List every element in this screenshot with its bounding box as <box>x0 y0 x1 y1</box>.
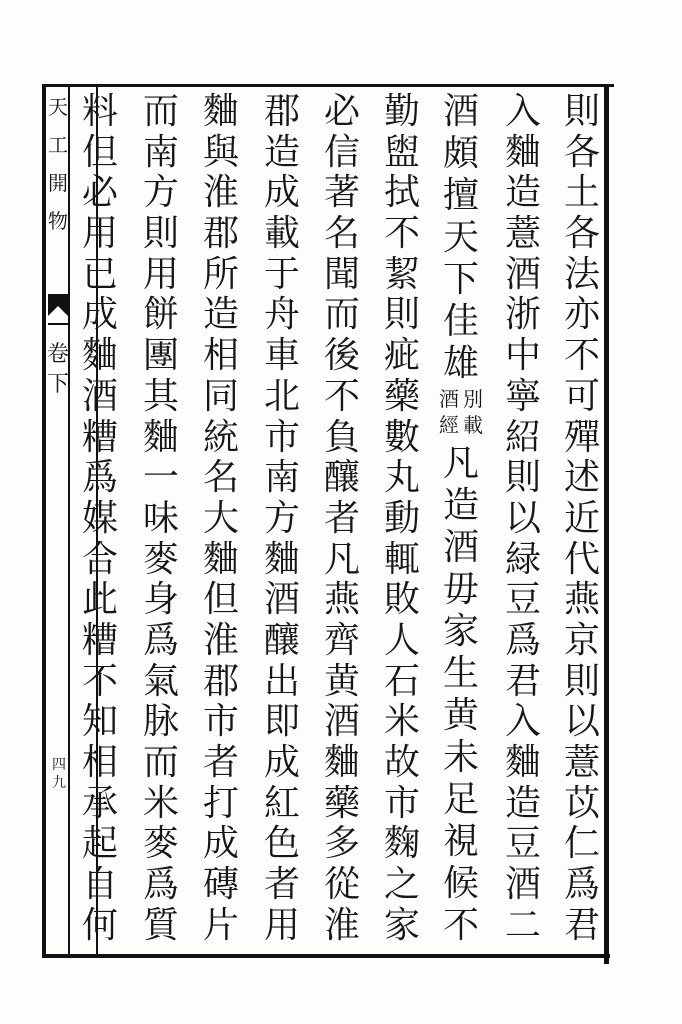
text-char: 已 <box>81 253 118 295</box>
text-char: 者 <box>323 497 360 539</box>
text-char: 候 <box>442 863 479 904</box>
text-char: 必 <box>323 91 360 132</box>
text-char: 燕 <box>563 579 600 621</box>
text-char: 凡 <box>442 443 479 484</box>
text-column-3 <box>437 92 485 950</box>
text-char: 南 <box>263 457 300 499</box>
text-char: 盥 <box>383 131 420 173</box>
text-char: 即 <box>263 701 300 743</box>
text-char: 知 <box>81 701 118 743</box>
page-number-char: 四 <box>52 757 66 773</box>
text-char: 述 <box>563 457 600 499</box>
text-char: 造 <box>504 782 541 824</box>
text-char: 所 <box>202 253 239 295</box>
text-char: 車 <box>263 335 300 377</box>
text-char: 方 <box>142 172 179 214</box>
text-char: 者 <box>202 742 239 783</box>
text-char: 殫 <box>563 416 600 458</box>
text-char: 苡 <box>563 782 600 824</box>
text-char: 但 <box>202 579 239 621</box>
text-char: 負 <box>323 416 360 458</box>
text-char: 郡 <box>202 213 239 255</box>
text-char: 載 <box>263 213 300 255</box>
text-char: 酒 <box>263 579 300 621</box>
text-char: 各 <box>563 213 600 255</box>
text-char: 用 <box>263 904 300 946</box>
text-char: 代 <box>563 538 600 580</box>
text-char: 輒 <box>383 538 420 580</box>
text-char: 承 <box>81 782 118 824</box>
text-char: 何 <box>81 904 118 946</box>
text-char: 爲 <box>142 619 179 661</box>
text-char: 丸 <box>383 457 420 499</box>
text-char: 舟 <box>263 294 300 336</box>
text-char: 不 <box>383 213 420 255</box>
text-char: 浙 <box>504 294 541 336</box>
text-char: 之 <box>383 864 420 906</box>
text-char: 以 <box>504 497 541 539</box>
text-char: 薏 <box>563 742 600 783</box>
text-char: 絜 <box>383 253 420 295</box>
gutter-page-number <box>48 756 70 792</box>
text-column-2 <box>499 92 547 950</box>
text-char: 則 <box>563 660 600 702</box>
text-char: 于 <box>263 253 300 295</box>
text-char: 近 <box>563 497 600 539</box>
text-char: 成 <box>202 823 239 865</box>
text-char: 不 <box>323 375 360 417</box>
text-char: 其 <box>142 375 179 417</box>
book-title-char: 工 <box>48 133 68 157</box>
text-char: 媒 <box>81 497 118 539</box>
text-char: 自 <box>81 864 118 906</box>
text-char: 著 <box>323 172 360 214</box>
text-char: 麴 <box>383 823 420 865</box>
text-char: 南 <box>142 131 179 173</box>
text-char: 色 <box>263 823 300 865</box>
text-char: 紹 <box>504 416 541 458</box>
text-char: 麥 <box>142 538 179 580</box>
text-char: 薏 <box>504 213 541 255</box>
text-column-8 <box>137 92 185 950</box>
frame-top-border <box>44 84 614 87</box>
text-char: 家 <box>442 611 479 652</box>
text-char: 二 <box>504 904 541 946</box>
juan-char: 下 <box>46 372 69 397</box>
text-char: 酒 <box>504 864 541 906</box>
text-char: 未 <box>442 737 479 778</box>
text-char: 身 <box>142 579 179 621</box>
text-char: 氣 <box>142 660 179 702</box>
text-char: 打 <box>202 782 239 824</box>
text-char: 寧 <box>504 375 541 417</box>
text-char: 則 <box>142 213 179 255</box>
text-char: 糟 <box>81 416 118 458</box>
text-char: 則 <box>504 457 541 499</box>
text-char: 麯 <box>202 538 239 580</box>
text-column-1 <box>558 92 606 950</box>
text-char: 紅 <box>263 782 300 824</box>
text-char: 雄 <box>442 343 479 384</box>
text-char: 名 <box>202 457 239 499</box>
note-line-left <box>438 386 460 438</box>
text-char: 成 <box>263 742 300 783</box>
text-char: 後 <box>323 335 360 377</box>
text-char: 酒 <box>323 701 360 743</box>
text-char: 麯 <box>81 335 118 377</box>
text-char: 酒 <box>442 91 479 132</box>
text-char: 磚 <box>202 864 239 906</box>
text-char: 勤 <box>383 91 420 132</box>
text-char: 而 <box>142 742 179 783</box>
text-char: 酒 <box>81 375 118 417</box>
text-char: 用 <box>142 253 179 295</box>
text-char: 造 <box>202 294 239 336</box>
text-char: 但 <box>81 131 118 173</box>
note-line-right <box>462 386 484 438</box>
text-char: 統 <box>202 416 239 458</box>
note-char: 別 <box>463 387 483 411</box>
text-char: 佳 <box>442 301 479 342</box>
note-char: 經 <box>439 413 459 437</box>
text-char: 豆 <box>504 579 541 621</box>
text-char: 敗 <box>383 579 420 621</box>
text-char: 名 <box>323 213 360 255</box>
text-char: 毋 <box>442 569 479 610</box>
text-char: 味 <box>142 497 179 539</box>
text-char: 郡 <box>263 91 300 132</box>
text-char: 可 <box>563 375 600 417</box>
fishtail-mark-icon <box>48 294 68 334</box>
text-char: 多 <box>323 823 360 865</box>
text-char: 質 <box>142 904 179 946</box>
text-column-4 <box>378 92 426 950</box>
text-char: 造 <box>504 172 541 214</box>
text-char: 爲 <box>81 457 118 499</box>
text-column-7 <box>197 92 245 950</box>
text-char: 足 <box>442 779 479 820</box>
text-char: 大 <box>202 497 239 539</box>
text-char: 成 <box>263 172 300 214</box>
text-char: 拭 <box>383 172 420 214</box>
text-char: 而 <box>142 91 179 132</box>
text-char: 各 <box>563 131 600 173</box>
text-char: 不 <box>81 660 118 702</box>
gutter-juan-label <box>46 340 70 400</box>
text-char: 擅 <box>442 175 479 216</box>
text-column-6 <box>258 92 306 950</box>
text-char: 故 <box>383 742 420 783</box>
text-char: 釀 <box>323 457 360 499</box>
text-char: 凡 <box>323 538 360 580</box>
text-char: 以 <box>563 701 600 743</box>
text-char: 人 <box>383 619 420 661</box>
text-char: 酒 <box>442 527 479 568</box>
text-char: 豆 <box>504 823 541 865</box>
text-char: 而 <box>323 294 360 336</box>
text-char: 酒 <box>504 253 541 295</box>
text-char: 用 <box>81 213 118 255</box>
text-column-9 <box>76 92 124 950</box>
text-char: 北 <box>263 375 300 417</box>
text-char: 君 <box>563 904 600 946</box>
text-char: 必 <box>81 172 118 214</box>
text-char: 釀 <box>263 619 300 661</box>
text-char: 麯 <box>504 742 541 783</box>
text-char: 京 <box>563 619 600 661</box>
text-char: 緑 <box>504 538 541 580</box>
text-char: 土 <box>563 172 600 214</box>
text-char: 脉 <box>142 701 179 743</box>
text-char: 片 <box>202 904 239 946</box>
text-char: 家 <box>383 904 420 946</box>
text-char: 起 <box>81 823 118 865</box>
text-char: 米 <box>142 782 179 824</box>
interlinear-note <box>438 386 484 442</box>
text-char: 出 <box>263 660 300 702</box>
text-char: 天 <box>442 217 479 258</box>
note-char: 載 <box>463 413 483 437</box>
text-char: 齊 <box>323 619 360 661</box>
text-char: 不 <box>563 335 600 377</box>
text-char: 餅 <box>142 294 179 336</box>
text-char: 造 <box>263 131 300 173</box>
text-char: 麯 <box>323 742 360 783</box>
text-char: 成 <box>81 294 118 336</box>
book-title-char: 開 <box>48 171 68 195</box>
text-char: 麯 <box>142 416 179 458</box>
text-char: 疵 <box>383 335 420 377</box>
text-char: 黄 <box>442 695 479 736</box>
text-char: 市 <box>263 416 300 458</box>
text-char: 爲 <box>563 864 600 906</box>
text-char: 麯 <box>263 538 300 580</box>
text-char: 數 <box>383 416 420 458</box>
text-char: 視 <box>442 821 479 862</box>
text-char: 合 <box>81 538 118 580</box>
book-title-char: 物 <box>48 209 68 233</box>
text-char: 淮 <box>202 172 239 214</box>
text-char: 動 <box>383 497 420 539</box>
text-char: 藥 <box>383 375 420 417</box>
text-char: 糟 <box>81 619 118 661</box>
text-char: 麯 <box>504 131 541 173</box>
text-char: 料 <box>81 91 118 132</box>
text-char: 郡 <box>202 660 239 702</box>
text-char: 與 <box>202 131 239 173</box>
note-char: 酒 <box>439 387 459 411</box>
text-char: 米 <box>383 701 420 743</box>
book-title-char: 天 <box>48 95 68 119</box>
text-char: 下 <box>442 259 479 300</box>
text-char: 仁 <box>563 823 600 865</box>
text-char: 相 <box>202 335 239 377</box>
gutter-book-title <box>46 88 70 240</box>
text-char: 入 <box>504 91 541 132</box>
frame-bottom-border <box>44 954 610 958</box>
text-char: 燕 <box>323 579 360 621</box>
text-char: 法 <box>563 253 600 295</box>
text-char: 亦 <box>563 294 600 336</box>
text-char: 君 <box>504 660 541 702</box>
text-char: 淮 <box>323 904 360 946</box>
text-char: 則 <box>563 91 600 132</box>
text-char: 生 <box>442 653 479 694</box>
text-char: 入 <box>504 701 541 743</box>
text-char: 團 <box>142 335 179 377</box>
text-char: 黄 <box>323 660 360 702</box>
text-char: 麯 <box>202 91 239 132</box>
text-char: 同 <box>202 375 239 417</box>
text-char: 一 <box>142 457 179 499</box>
juan-char: 卷 <box>46 342 69 367</box>
text-char: 不 <box>442 905 479 946</box>
text-char: 淮 <box>202 619 239 661</box>
text-char: 爲 <box>504 619 541 661</box>
text-char: 藥 <box>323 782 360 824</box>
text-char: 從 <box>323 864 360 906</box>
text-char: 造 <box>442 485 479 526</box>
text-char: 相 <box>81 742 118 783</box>
page-number-char: 九 <box>52 775 66 791</box>
text-char: 方 <box>263 497 300 539</box>
text-char: 則 <box>383 294 420 336</box>
text-char: 頗 <box>442 133 479 174</box>
text-char: 石 <box>383 660 420 702</box>
text-char: 者 <box>263 864 300 906</box>
text-char: 市 <box>202 701 239 743</box>
text-char: 麥 <box>142 823 179 865</box>
text-char: 爲 <box>142 864 179 906</box>
text-char: 此 <box>81 579 118 621</box>
text-char: 中 <box>504 335 541 377</box>
text-column-5 <box>318 92 366 950</box>
text-char: 信 <box>323 131 360 173</box>
text-char: 市 <box>383 782 420 824</box>
text-char: 聞 <box>323 253 360 295</box>
